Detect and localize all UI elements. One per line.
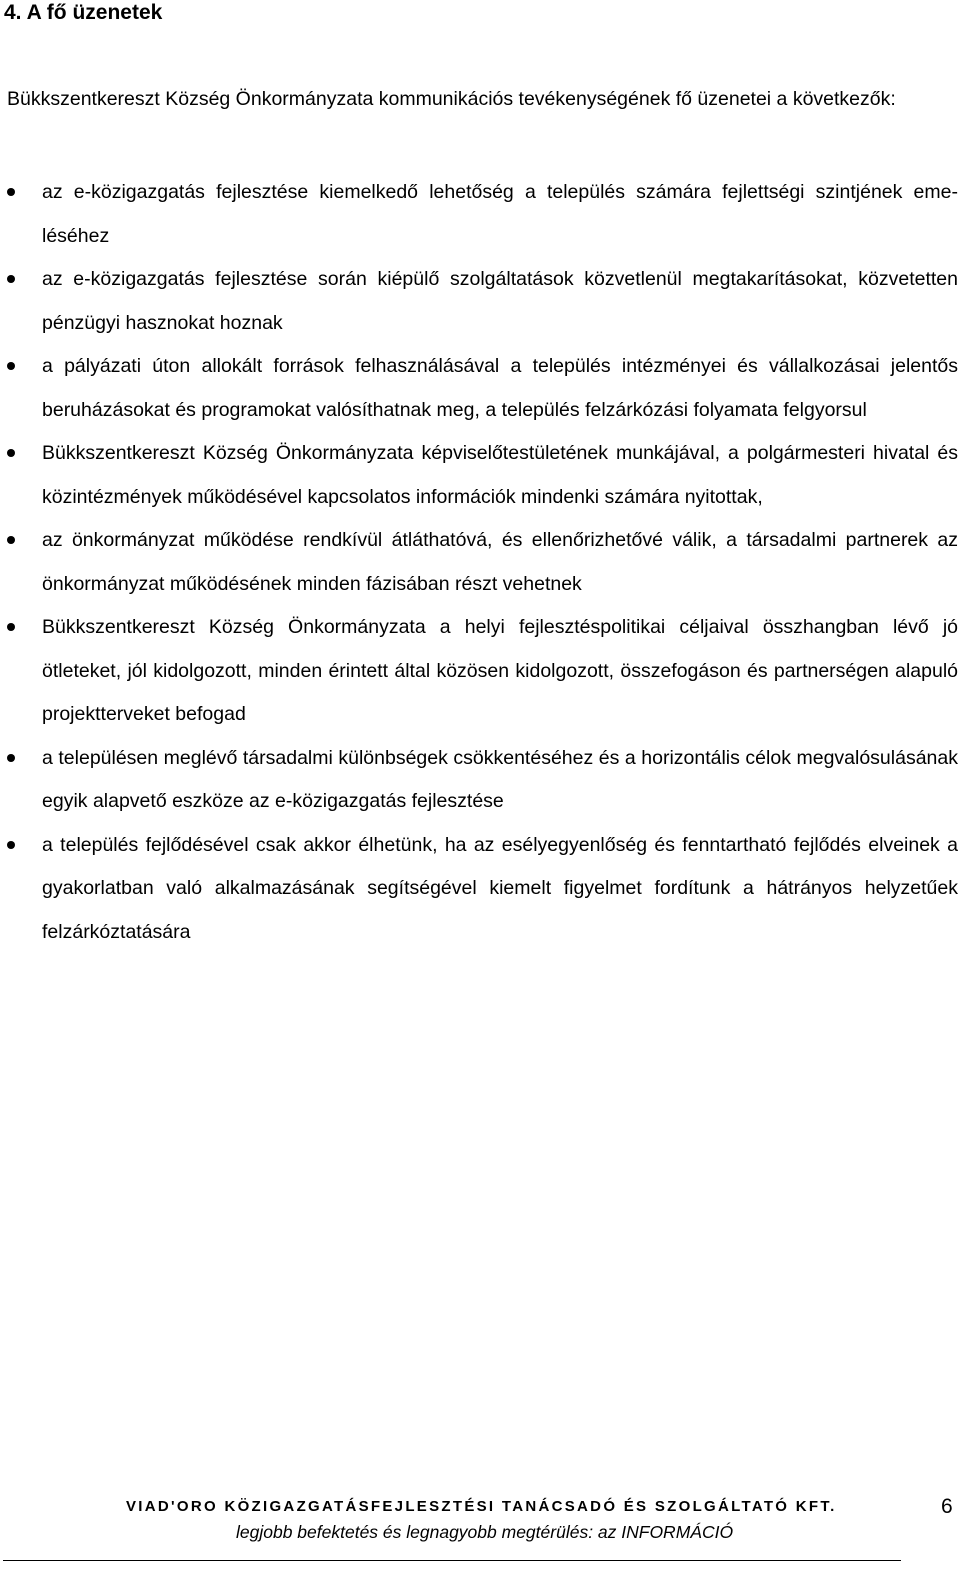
list-item [0, 258, 960, 345]
list-item-text: a pályázati úton allokált források felhasználásával a település intézményei és vállalkozásai jelentős beruházásokat és programokat valósíthatnak meg, a település felzárkózási folyamata felgyorsul [42, 355, 958, 421]
list-item [0, 171, 960, 258]
bullet-icon [7, 449, 15, 457]
list-item-text: a település fejlődésével csak akkor élhetünk, ha az esélyegyenlőség és fenntartható fejlődés elveinek a gyakorlatban való alkalmazásának segítségével kiemelt figyelmet fordítunk a hátrányos helyzetűek felzárkóztatására [42, 833, 958, 943]
list-item-text: Bükkszentkereszt Község Önkormányzata a helyi fejlesztéspolitikai céljaival összhangban lévő jó ötleteket, jól kidolgozott, minden érintett által közösen kidolgozott, összefogáson és partnerségen alapuló projektterveket befogad [42, 616, 958, 725]
message-list [0, 171, 960, 954]
bullet-icon [7, 623, 15, 631]
list-item [0, 606, 960, 737]
section-heading: 4. A fő üzenetek [4, 1, 163, 24]
footer-divider [3, 1560, 901, 1561]
list-item-text: Bükkszentkereszt Község Önkormányzata képviselőtestületének munkájával, a polgármesteri hivatal és közintézmények működésével kapcsolatos információk mindenki számára nyitottak, [42, 442, 958, 508]
bullet-icon [7, 754, 15, 762]
bullet-icon [7, 362, 15, 370]
page-number: 6 [941, 1495, 953, 1518]
list-item [0, 345, 960, 432]
bullet-icon [7, 275, 15, 283]
list-item [0, 824, 960, 955]
list-item [0, 432, 960, 519]
footer-company-name: VIAD'ORO KÖZIGAZGATÁSFEJLESZTÉSI TANÁCSADÓ ÉS SZOLGÁLTATÓ KFT. [126, 1498, 837, 1515]
bullet-icon [7, 536, 15, 544]
bullet-icon [7, 188, 15, 196]
footer-tagline: legjobb befektetés és legnagyobb megtérülés: az INFORMÁCIÓ [236, 1522, 734, 1542]
list-item-text: az e-közigazgatás fejlesztése során kiépülő szolgáltatások közvetlenül megtakarításokat, közvetetten pénzügyi hasznokat hoznak [42, 268, 958, 334]
bullet-icon [7, 841, 15, 849]
list-item-text: a településen meglévő társadalmi különbségek csökkentéséhez és a horizontális célok megvalósulásának egyik alapvető eszköze az e-közigazgatás fejlesztése [42, 746, 958, 812]
list-item-text: az e-közigazgatás fejlesztése kiemelkedő lehetőség a település számára fejlettségi szintjének emeléséhez [42, 181, 958, 247]
list-item [0, 737, 960, 824]
intro-paragraph: Bükkszentkereszt Község Önkormányzata kommunikációs tevékenységének fő üzenetei a következők: [7, 88, 896, 110]
list-item [0, 519, 960, 606]
list-item-text: az önkormányzat működése rendkívül átláthatóvá, és ellenőrizhetővé válik, a társadalmi partnerek az önkormányzat működésének minden fázisában részt vehetnek [42, 529, 958, 595]
